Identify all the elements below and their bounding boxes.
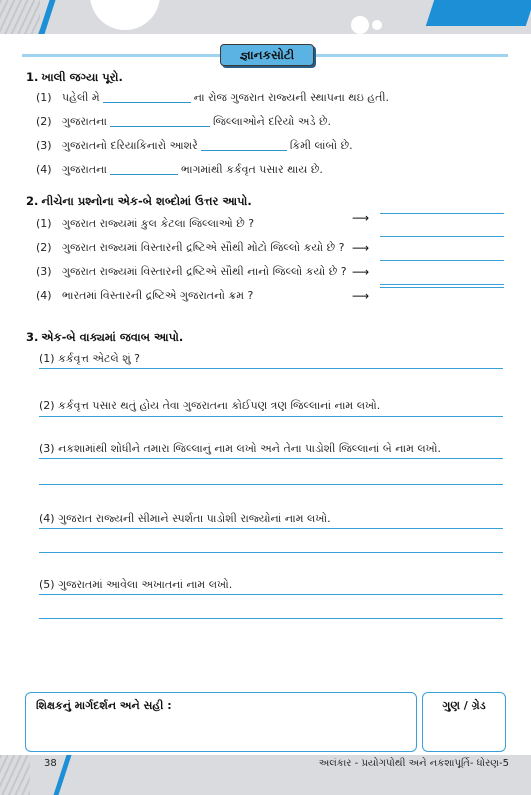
answer-line[interactable] [380, 287, 504, 288]
item-text: ગુજરાત રાજ્યમાં વિસ્તારની દ્રષ્ટિએ સૌથી મોટો જિલ્લો કયો છે ? [62, 241, 345, 254]
arrow-icon: ⟶ [352, 265, 370, 279]
blank-line[interactable] [201, 150, 287, 151]
item-text: ગુજરાતમાં આવેલા અખાતનાં નામ લખો. [58, 578, 233, 591]
item-text: ના રોજ ગુજરાત રાજ્યની સ્થાપના થઇ હતી. [193, 91, 390, 104]
long-answer-question [39, 511, 331, 527]
top-decor-band [0, 0, 531, 34]
answer-line[interactable] [380, 236, 504, 237]
answer-line[interactable] [380, 260, 504, 261]
item-text: જિલ્લાઓને દરિયો અડે છે. [213, 115, 332, 128]
section-title: નીચેના પ્રશ્નોના એક-બે શબ્દોમાં ઉત્તર આપો. [41, 194, 252, 208]
answer-line[interactable] [39, 552, 503, 553]
footer-band [0, 755, 531, 795]
blank-line[interactable] [110, 126, 210, 127]
section-title: એક-બે વાક્યમાં જવાબ આપો. [41, 330, 184, 344]
fill-blank-item [36, 90, 389, 106]
short-answer-item [36, 216, 254, 232]
item-text: કર્કવૃત્ત એટલે શું ? [58, 352, 141, 365]
grade-box[interactable] [422, 692, 506, 752]
item-text: પહેલી મે [62, 91, 100, 104]
section-number: 1. [26, 70, 39, 84]
answer-line[interactable] [39, 458, 503, 459]
grade-label: ગુણ / ગ્રેડ [442, 699, 486, 712]
answer-line[interactable] [39, 484, 503, 485]
item-text: ગુજરાતના [62, 115, 108, 128]
item-number: (5) [39, 578, 55, 591]
long-answer-question [39, 577, 232, 593]
item-number: (3) [39, 442, 55, 455]
answer-line[interactable] [39, 416, 503, 417]
item-number: (4) [36, 163, 52, 176]
decor-stripes [0, 0, 40, 34]
long-answer-question [39, 398, 380, 414]
answer-line[interactable] [39, 594, 503, 595]
answer-line[interactable] [39, 618, 503, 619]
section1-heading [26, 70, 123, 85]
blank-line[interactable] [110, 174, 178, 175]
item-number: (2) [36, 241, 52, 254]
item-text: કર્કવૃત્ત પસાર થતું હોય તેવા ગુજરાતના કોઈપણ ત્રણ જિલ્લાનાં નામ લખો. [58, 399, 381, 412]
answer-line[interactable] [39, 368, 503, 369]
item-number: (1) [36, 217, 52, 230]
section-number: 2. [26, 194, 39, 208]
item-text: ગુજરાત રાજ્યની સીમાને સ્પર્શતા પાડોશી રાજ્યોનાં નામ લખો. [58, 512, 331, 525]
item-text: ગુજરાત રાજ્યમાં વિસ્તારની દ્રષ્ટિએ સૌથી નાનો જિલ્લો કયો છે ? [62, 265, 347, 278]
teacher-signature-label: શિક્ષકનું માર્ગદર્શન અને સહી : [36, 699, 172, 712]
item-text: ભારતમાં વિસ્તારની દ્રષ્ટિએ ગુજરાતનો ક્રમ ? [62, 289, 254, 302]
decor-circle-small [372, 20, 382, 30]
teacher-signature-box[interactable] [25, 692, 417, 752]
section3-heading [26, 330, 183, 345]
arrow-icon: ⟶ [352, 241, 370, 255]
fill-blank-item [36, 114, 331, 130]
item-text: ભાગમાંથી કર્કવૃત પસાર થાય છે. [181, 163, 323, 176]
item-number: (3) [36, 139, 52, 152]
item-text: ગુજરાતનો દરિયાકિનારો આશરે [62, 139, 198, 152]
item-text: નકશામાંથી શોધીને તમારા જિલ્લાનું નામ લખો અને તેના પાડોશી જિલ્લાનાં બે નામ લખો. [58, 442, 441, 455]
decor-blue-slash [38, 0, 55, 34]
arrow-icon: ⟶ [352, 211, 370, 225]
long-answer-question [39, 441, 441, 457]
item-text: કિમી લાંબો છે. [289, 139, 353, 152]
book-title: અલંકાર - પ્રયોગપોથી અને નકશાપૂર્તિ- ધોરણ-5 [318, 758, 509, 769]
answer-line[interactable] [39, 528, 503, 529]
decor-blue-parallelogram [426, 0, 531, 26]
short-answer-item [36, 264, 347, 280]
item-text: ગુજરાતના [62, 163, 108, 176]
section-title: ખાલી જગ્યા પૂરો. [41, 70, 123, 84]
decor-stripes [0, 755, 30, 795]
page-title: જ્ઞાનકસોટી [220, 44, 314, 66]
item-number: (4) [36, 289, 52, 302]
item-number: (1) [36, 91, 52, 104]
short-answer-item [36, 240, 344, 256]
arrow-icon: ⟶ [352, 289, 370, 303]
page-number: 38 [44, 758, 57, 769]
item-number: (3) [36, 265, 52, 278]
answer-line[interactable] [380, 213, 504, 214]
blank-line[interactable] [103, 102, 191, 103]
decor-circle [90, 0, 160, 30]
section-number: 3. [26, 330, 39, 344]
long-answer-question [39, 351, 140, 367]
fill-blank-item [36, 138, 353, 154]
item-number: (4) [39, 512, 55, 525]
item-number: (1) [39, 352, 55, 365]
section2-heading [26, 194, 252, 209]
short-answer-item [36, 288, 253, 304]
fill-blank-item [36, 162, 323, 178]
item-text: ગુજરાત રાજ્યમાં કુલ કેટલા જિલ્લાઓ છે ? [62, 217, 255, 230]
answer-line[interactable] [380, 284, 504, 285]
item-number: (2) [36, 115, 52, 128]
item-number: (2) [39, 399, 55, 412]
decor-circle-small [351, 16, 369, 34]
